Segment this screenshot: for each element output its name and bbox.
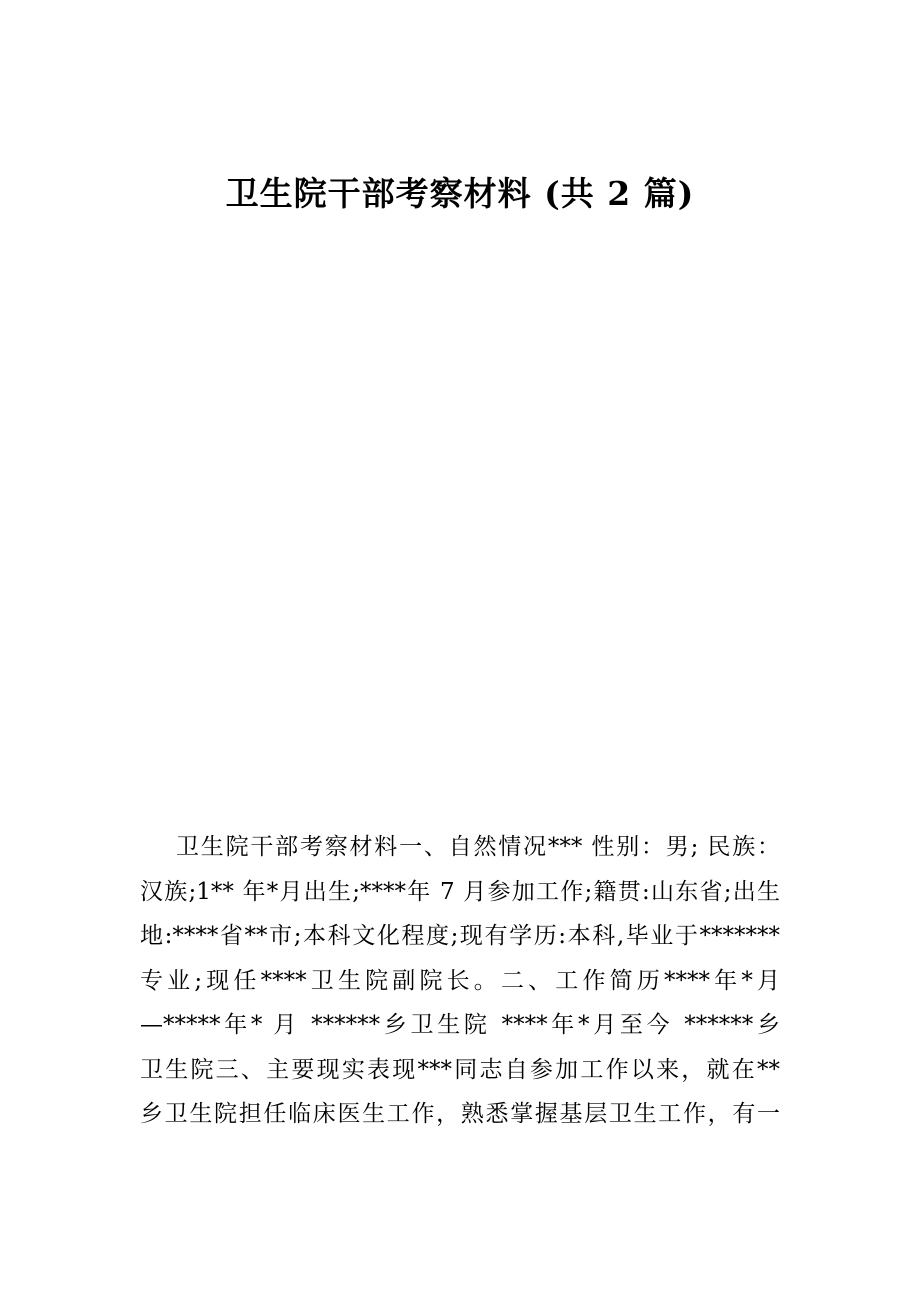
- body-line: 乡卫生院担任临床医生工作，熟悉掌握基层卫生工作，有一: [140, 1101, 780, 1127]
- body-line: 汉族;1** 年*月出生;****年 7 月参加工作;籍贯:山东省;出生: [140, 878, 780, 905]
- body-line: —*****年* 月 ******乡卫生院 ****年*月至今 ******乡: [140, 1012, 780, 1038]
- body-line: 卫生院干部考察材料一、自然情况*** 性别：男; 民族：: [176, 834, 780, 860]
- body-line: 专业;现任****卫生院副院长。二、工作简历****年*月: [140, 967, 780, 994]
- document-body: [140, 825, 780, 1137]
- body-line: 卫生院三、主要现实表现***同志自参加工作以来，就在**: [140, 1056, 780, 1083]
- body-line: 地:****省**市;本科文化程度;现有学历:本科,毕业于*******: [140, 923, 780, 949]
- document-title: 卫生院干部考察材料 (共 2 篇): [225, 174, 695, 213]
